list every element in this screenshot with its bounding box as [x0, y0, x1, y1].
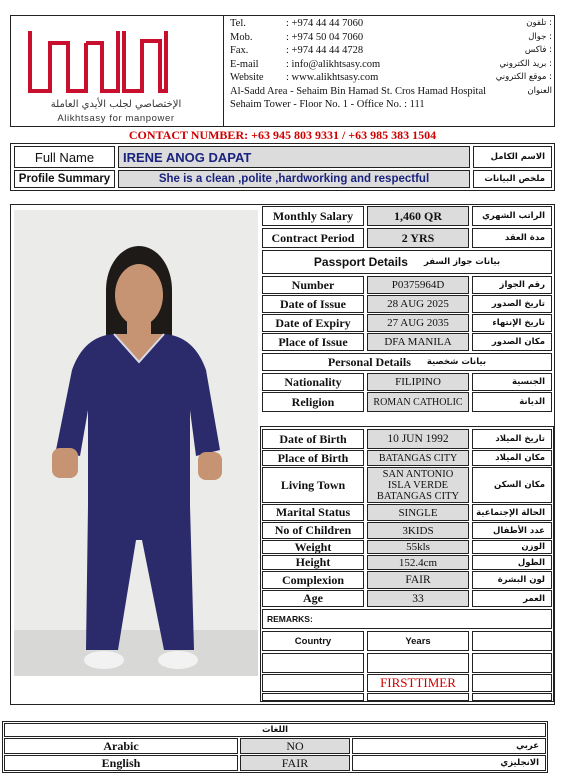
place-of-issue-label: Place of Issue — [262, 333, 364, 351]
remarks-country-header: Country — [262, 631, 364, 651]
date-of-expiry-label: Date of Expiry — [262, 314, 364, 332]
contact-info — [230, 17, 552, 112]
monthly-salary-value: 1,460 QR — [367, 206, 469, 226]
contact-row-website — [230, 71, 552, 85]
logo-english-text: Alikhtsasy for manpower — [57, 113, 175, 124]
date-of-expiry-label-ar: تاريخ الإنتهاء — [472, 314, 552, 332]
contact-number: CONTACT NUMBER: +63 945 803 9331 / +63 985 383 1504 — [128, 128, 437, 142]
pob-label-ar: مكان الميلاد — [472, 450, 552, 466]
age-label-ar: العمر — [472, 590, 552, 607]
living-town-line: SAN ANTONIO — [382, 468, 454, 480]
contact-value: : info@alikhtsasy.com — [286, 58, 381, 70]
nationality-label-ar: الجنسية — [472, 373, 552, 391]
living-town-label: Living Town — [262, 467, 364, 503]
passport-number-label-ar: رقم الجواز — [472, 276, 552, 294]
height-label: Height — [262, 555, 364, 570]
remarks-label: REMARKS: — [262, 609, 552, 629]
remarks-row-years — [367, 653, 469, 673]
remarks-row2-country — [262, 674, 364, 692]
complexion-value: FAIR — [367, 571, 469, 589]
profile-summary-label: Profile Summary — [14, 170, 115, 188]
pob-label: Place of Birth — [262, 450, 364, 466]
address-label-ar: العنوان — [527, 85, 552, 96]
language-arabic-label-ar: عربي — [352, 738, 546, 754]
profile-summary-value: She is a clean ,polite ,hardworking and respectful — [118, 170, 470, 188]
passport-header — [262, 250, 552, 274]
personal-title-ar: بيانات شخصية — [426, 357, 487, 367]
personal-title: Personal Details — [327, 354, 411, 369]
contract-period-value: 2 YRS — [367, 228, 469, 248]
living-town-line: BATANGAS CITY — [376, 490, 460, 502]
language-english-label: English — [4, 755, 238, 771]
remarks-years-header: Years — [367, 631, 469, 651]
logo-arabic-text: الإختصاصي لجلب الأيدي العاملة — [50, 99, 182, 110]
company-logo — [24, 21, 174, 101]
logo-box — [10, 15, 224, 127]
marital-status-label: Marital Status — [262, 504, 364, 521]
contact-label-ar: فاكس : — [524, 45, 552, 55]
full-name-label-ar: الاسم الكامل — [473, 146, 552, 168]
weight-value: 55kls — [367, 540, 469, 554]
religion-value: ROMAN CATHOLIC — [367, 392, 469, 412]
remarks-row2-extra — [472, 674, 552, 692]
date-of-expiry-value: 27 AUG 2035 — [367, 314, 469, 332]
children-label-ar: عدد الأطفال — [472, 522, 552, 539]
language-english-label-ar: الانجليزي — [352, 755, 546, 771]
full-name-label: Full Name — [14, 146, 115, 168]
monthly-salary-label: Monthly Salary — [262, 206, 364, 226]
height-value: 152.4cm — [367, 555, 469, 570]
person-figure — [14, 210, 258, 676]
experience-note: FIRSTTIMER — [367, 674, 469, 692]
date-of-issue-value: 28 AUG 2025 — [367, 295, 469, 313]
nationality-label: Nationality — [262, 373, 364, 391]
dob-label: Date of Birth — [262, 429, 364, 449]
contact-label-ar: موقع الكتروني : — [495, 72, 552, 82]
contact-label: E-mail — [230, 58, 259, 70]
living-town-label-ar: مكان السكن — [472, 467, 552, 503]
marital-status-label-ar: الحالة الإجتماعية — [472, 504, 552, 521]
contact-row-fax — [230, 44, 552, 58]
contact-label: Website — [230, 72, 264, 83]
language-arabic-label: Arabic — [4, 738, 238, 754]
contact-label-ar: جوال : — [528, 31, 552, 42]
contact-label: Mob. — [230, 31, 253, 43]
address-row-2 — [230, 98, 552, 112]
full-name-value: IRENE ANOG DAPAT — [118, 146, 470, 168]
date-of-issue-label: Date of Issue — [262, 295, 364, 313]
contract-period-label-ar: مدة العقد — [472, 228, 552, 248]
languages-title-ar: اللغات — [4, 723, 546, 737]
remarks-row3-extra — [472, 693, 552, 701]
passport-number-label: Number — [262, 276, 364, 294]
candidate-photo — [14, 210, 258, 676]
living-town-value — [367, 467, 469, 503]
remarks-row-country — [262, 653, 364, 673]
remarks-row-extra — [472, 653, 552, 673]
contact-label: Tel. — [230, 18, 246, 29]
address-line: Al-Sadd Area - Sehaim Bin Hamad St. Cros Hamad Hospital — [230, 85, 487, 97]
complexion-label-ar: لون البشرة — [472, 571, 552, 589]
religion-label-ar: الديانة — [472, 392, 552, 412]
age-label: Age — [262, 590, 364, 607]
place-of-issue-label-ar: مكان الصدور — [472, 333, 552, 351]
contact-value: : +974 50 04 7060 — [286, 31, 364, 43]
pob-value: BATANGAS CITY — [367, 450, 469, 466]
remarks-row3-years — [367, 693, 469, 701]
passport-title: Passport Details — [313, 255, 408, 269]
language-arabic-value: NO — [240, 738, 350, 754]
living-town-line: ISLA VERDE — [387, 479, 449, 491]
contact-value: : +974 44 44 4728 — [286, 45, 364, 56]
profile-summary-label-ar: ملخص البيانات — [473, 170, 552, 188]
religion-label: Religion — [262, 392, 364, 412]
personal-header — [262, 353, 552, 371]
contact-row-tel — [230, 17, 552, 31]
complexion-label: Complexion — [262, 571, 364, 589]
date-of-issue-label-ar: تاريخ الصدور — [472, 295, 552, 313]
children-value: 3KIDS — [367, 522, 469, 539]
remarks-row3-country — [262, 693, 364, 701]
weight-label: Weight — [262, 540, 364, 554]
place-of-issue-value: DFA MANILA — [367, 333, 469, 351]
age-value: 33 — [367, 590, 469, 607]
contract-period-label: Contract Period — [262, 228, 364, 248]
remarks-blank-cell — [472, 631, 552, 651]
weight-label-ar: الوزن — [472, 540, 552, 554]
marital-status-value: SINGLE — [367, 504, 469, 521]
monthly-salary-label-ar: الراتب الشهري — [472, 206, 552, 226]
passport-number-value: P0375964D — [367, 276, 469, 294]
passport-title-ar: بيانات جواز السفر — [423, 257, 501, 267]
contact-value: : +974 44 44 7060 — [286, 18, 364, 29]
language-english-value: FAIR — [240, 755, 350, 771]
contact-label-ar: بريد الكتروني : — [499, 58, 552, 69]
contact-label: Fax. — [230, 45, 249, 56]
contact-row-mob — [230, 31, 552, 45]
address-row-1 — [230, 85, 552, 99]
height-label-ar: الطول — [472, 555, 552, 570]
dob-value: 10 JUN 1992 — [367, 429, 469, 449]
contact-row-email — [230, 58, 552, 72]
contact-label-ar: تلفون : — [526, 18, 552, 28]
contact-value: : www.alikhtsasy.com — [286, 72, 379, 83]
dob-label-ar: تاريخ الميلاد — [472, 429, 552, 449]
children-label: No of Children — [262, 522, 364, 539]
nationality-value: FILIPINO — [367, 373, 469, 391]
address-line: Sehaim Tower - Floor No. 1 - Office No. : 111 — [230, 99, 425, 110]
